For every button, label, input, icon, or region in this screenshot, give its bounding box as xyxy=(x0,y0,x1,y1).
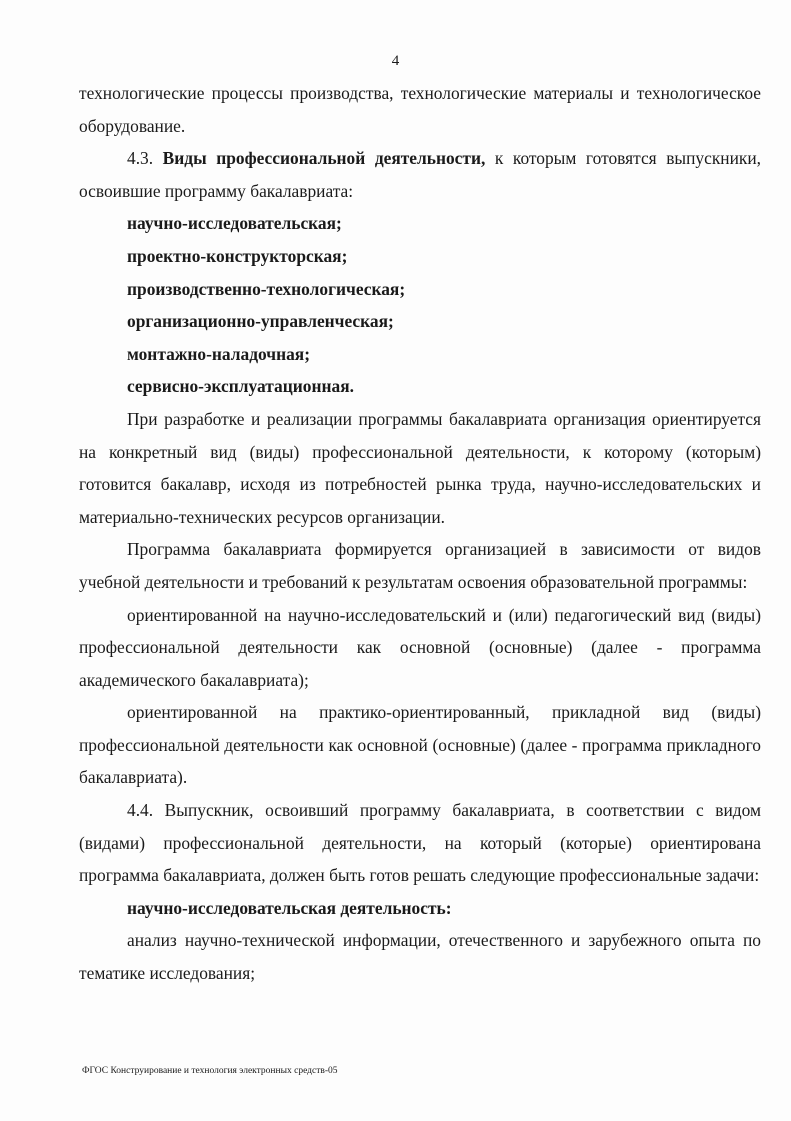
activity-item xyxy=(79,273,761,306)
activity-label: проектно-конструкторская; xyxy=(127,245,348,266)
activity-item xyxy=(79,370,761,403)
activity-item xyxy=(79,207,761,240)
subheading-research-label: научно-исследовательская деятельность: xyxy=(127,897,452,918)
activity-item xyxy=(79,338,761,371)
paragraph-applied: ориентированной на практико-ориентированный, прикладной вид (виды) профессиональной деятельности как основной (основные) (далее - программа прикладного бакалавриата). xyxy=(79,702,761,788)
activity-label: монтажно-наладочная; xyxy=(127,343,310,364)
activity-label: научно-исследовательская; xyxy=(127,213,342,234)
subheading-research xyxy=(79,892,761,925)
activity-item xyxy=(79,240,761,273)
paragraph-formation: Программа бакалавриата формируется организацией в зависимости от видов учебной деятельности и требований к результатам освоения образовательной программы: xyxy=(79,539,761,592)
activity-label: производственно-технологическая; xyxy=(127,278,406,299)
paragraph-academic: ориентированной на научно-исследовательский и (или) педагогический вид (виды) профессиональной деятельности как основной (основные) (далее - программа академического бакалавриата); xyxy=(79,604,761,690)
section-heading-4-3: Виды профессиональной деятельности, xyxy=(162,148,486,169)
section-text-4-3: к которым готовятся выпускники, освоившие программу бакалавриата: xyxy=(79,148,761,201)
document-body xyxy=(79,77,761,990)
activity-item xyxy=(79,305,761,338)
paragraph-4-4: 4.4. Выпускник, освоивший программу бакалавриата, в соответствии с видом (видами) профессиональной деятельности, на который (которые) ориентирована программа бакалавриата, должен быть готов решать следующие профессиональные задачи: xyxy=(79,800,761,886)
paragraph-orientation: При разработке и реализации программы бакалавриата организация ориентируется на конкретный вид (виды) профессиональной деятельности, к которому (которым) готовится бакалавр, исходя из потребностей рынка труда, научно-исследовательских и материально-технических ресурсов организации. xyxy=(79,408,761,527)
paragraph-analysis: анализ научно-технической информации, отечественного и зарубежного опыта по тематике исследования; xyxy=(79,930,761,984)
section-number-4-3: 4.3. xyxy=(127,148,163,169)
paragraph-intro: технологические процессы производства, технологические материалы и технологическое оборудование. xyxy=(79,83,761,136)
paragraph-4-3 xyxy=(79,142,761,207)
page-number: 4 xyxy=(391,53,400,69)
page-footer: ФГОС Конструирование и технология электронных средств-05 xyxy=(82,1066,338,1076)
activity-label: организационно-управленческая; xyxy=(127,311,394,332)
activity-label: сервисно-эксплуатационная. xyxy=(127,376,354,397)
